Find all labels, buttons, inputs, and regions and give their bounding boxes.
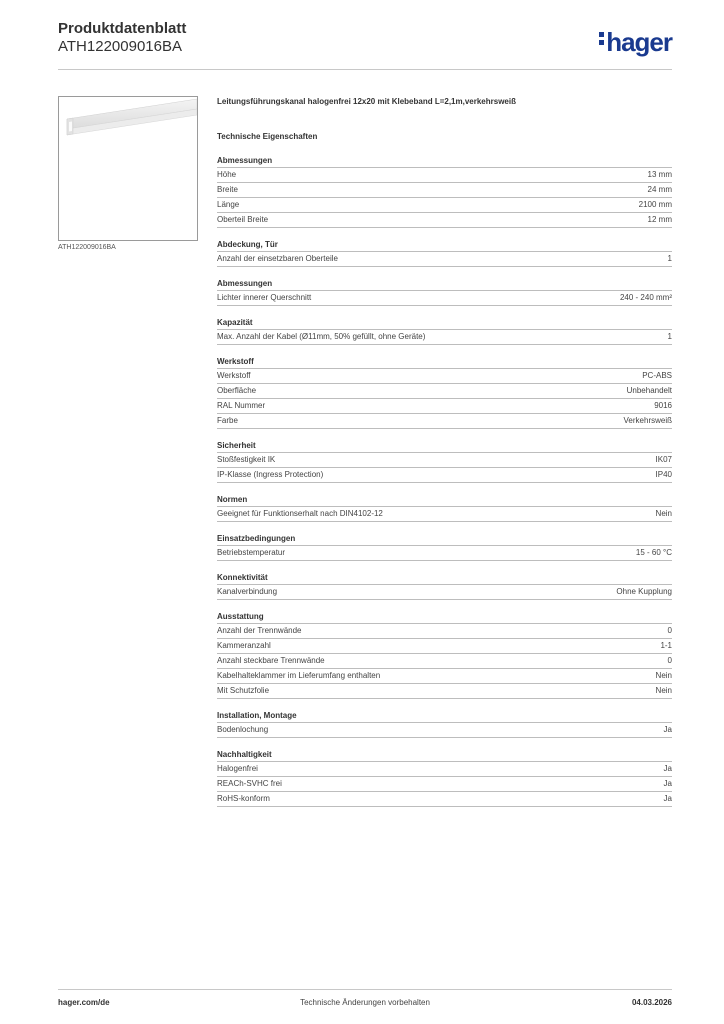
section-title: Abmessungen <box>217 278 672 291</box>
spec-row <box>217 792 672 807</box>
spec-row <box>217 183 672 198</box>
spec-label: Kabelhalteklammer im Lieferumfang enthalten <box>217 671 381 680</box>
spec-label: Anzahl der Trennwände <box>217 626 302 635</box>
spec-row <box>217 399 672 414</box>
spec-label: RoHS-konform <box>217 794 270 803</box>
spec-label: Werkstoff <box>217 371 251 380</box>
section-title: Abmessungen <box>217 155 672 168</box>
section-title: Abdeckung, Tür <box>217 239 672 252</box>
spec-value: Ja <box>663 725 672 734</box>
spec-label: Lichter innerer Querschnitt <box>217 293 312 302</box>
spec-value: 1 <box>667 332 672 341</box>
spec-row <box>217 330 672 345</box>
spec-label: Länge <box>217 200 240 209</box>
spec-value: 24 mm <box>647 185 672 194</box>
spec-value: 1-1 <box>660 641 672 650</box>
spec-label: Breite <box>217 185 238 194</box>
spec-label: RAL Nummer <box>217 401 266 410</box>
hager-logo <box>599 28 672 56</box>
product-image <box>58 96 198 241</box>
footer-divider <box>58 989 672 990</box>
tech-heading: Technische Eigenschaften <box>217 132 318 141</box>
spec-row <box>217 723 672 738</box>
spec-label: Farbe <box>217 416 238 425</box>
spec-value: 2100 mm <box>638 200 672 209</box>
spec-row <box>217 639 672 654</box>
spec-sections <box>217 155 672 807</box>
logo-dots-icon <box>599 32 604 48</box>
section-title: Kapazität <box>217 317 672 330</box>
section-title: Installation, Montage <box>217 710 672 723</box>
spec-label: Stoßfestigkeit IK <box>217 455 276 464</box>
spec-label: REACh-SVHC frei <box>217 779 282 788</box>
spec-row <box>217 252 672 267</box>
spec-section <box>217 572 672 600</box>
spec-row <box>217 468 672 483</box>
spec-row <box>217 684 672 699</box>
spec-label: Kammeranzahl <box>217 641 271 650</box>
spec-value: 0 <box>667 656 672 665</box>
section-title: Werkstoff <box>217 356 672 369</box>
spec-section <box>217 317 672 345</box>
footer-notice: Technische Änderungen vorbehalten <box>300 998 430 1007</box>
page-footer <box>58 998 672 1010</box>
spec-value: Ohne Kupplung <box>616 587 672 596</box>
spec-value: Verkehrsweiß <box>623 416 672 425</box>
spec-value: 13 mm <box>647 170 672 179</box>
spec-value: 0 <box>667 626 672 635</box>
spec-section <box>217 611 672 699</box>
spec-section <box>217 749 672 807</box>
spec-value: Ja <box>663 794 672 803</box>
spec-row <box>217 453 672 468</box>
spec-section <box>217 356 672 429</box>
spec-row <box>217 291 672 306</box>
spec-label: Anzahl steckbare Trennwände <box>217 656 325 665</box>
spec-label: IP-Klasse (Ingress Protection) <box>217 470 324 479</box>
spec-row <box>217 585 672 600</box>
spec-label: Bodenlochung <box>217 725 269 734</box>
page-header <box>58 20 672 70</box>
spec-label: Betriebstemperatur <box>217 548 286 557</box>
product-description: Leitungsführungskanal halogenfrei 12x20 mit Klebeband L=2,1m,verkehrsweiß <box>217 97 516 106</box>
footer-date: 04.03.2026 <box>631 998 672 1007</box>
spec-value: 240 - 240 mm² <box>619 293 672 302</box>
spec-value: 15 - 60 °C <box>635 548 672 557</box>
spec-section <box>217 278 672 306</box>
header-divider <box>58 69 672 70</box>
spec-row <box>217 507 672 522</box>
spec-value: IK07 <box>655 455 672 464</box>
spec-value: Unbehandelt <box>626 386 672 395</box>
spec-section <box>217 494 672 522</box>
cable-duct-illustration <box>59 97 197 240</box>
spec-value: Nein <box>655 509 672 518</box>
logo-text: hager <box>606 27 672 57</box>
spec-value: Nein <box>655 686 672 695</box>
section-title: Normen <box>217 494 672 507</box>
spec-value: Nein <box>655 671 672 680</box>
section-title: Konnektivität <box>217 572 672 585</box>
spec-value: PC-ABS <box>642 371 672 380</box>
image-caption: ATH122009016BA <box>58 244 116 251</box>
spec-value: Ja <box>663 764 672 773</box>
spec-section <box>217 710 672 738</box>
spec-label: Kanalverbindung <box>217 587 278 596</box>
spec-label: Halogenfrei <box>217 764 258 773</box>
spec-row <box>217 198 672 213</box>
spec-content <box>217 96 672 807</box>
footer-website-link[interactable]: hager.com/de <box>58 998 110 1007</box>
spec-label: Höhe <box>217 170 237 179</box>
spec-row <box>217 546 672 561</box>
spec-label: Anzahl der einsetzbaren Oberteile <box>217 254 338 263</box>
section-title: Nachhaltigkeit <box>217 749 672 762</box>
spec-row <box>217 654 672 669</box>
spec-value: IP40 <box>655 470 672 479</box>
spec-section <box>217 440 672 483</box>
spec-row <box>217 777 672 792</box>
spec-value: 1 <box>667 254 672 263</box>
spec-row <box>217 384 672 399</box>
section-title: Sicherheit <box>217 440 672 453</box>
spec-value: 9016 <box>654 401 672 410</box>
spec-value: Ja <box>663 779 672 788</box>
spec-row <box>217 369 672 384</box>
spec-value: 12 mm <box>647 215 672 224</box>
spec-row <box>217 762 672 777</box>
document-title: Produktdatenblatt <box>58 20 187 37</box>
spec-row <box>217 669 672 684</box>
spec-label: Mit Schutzfolie <box>217 686 270 695</box>
spec-label: Oberfläche <box>217 386 257 395</box>
spec-label: Geeignet für Funktionserhalt nach DIN4102-12 <box>217 509 383 518</box>
spec-row <box>217 624 672 639</box>
section-title: Ausstattung <box>217 611 672 624</box>
section-title: Einsatzbedingungen <box>217 533 672 546</box>
spec-row <box>217 213 672 228</box>
article-number: ATH122009016BA <box>58 38 182 55</box>
spec-section <box>217 239 672 267</box>
spec-section <box>217 533 672 561</box>
spec-label: Oberteil Breite <box>217 215 269 224</box>
spec-label: Max. Anzahl der Kabel (Ø11mm, 50% gefüllt, ohne Geräte) <box>217 332 426 341</box>
spec-section <box>217 155 672 228</box>
spec-row <box>217 168 672 183</box>
spec-row <box>217 414 672 429</box>
